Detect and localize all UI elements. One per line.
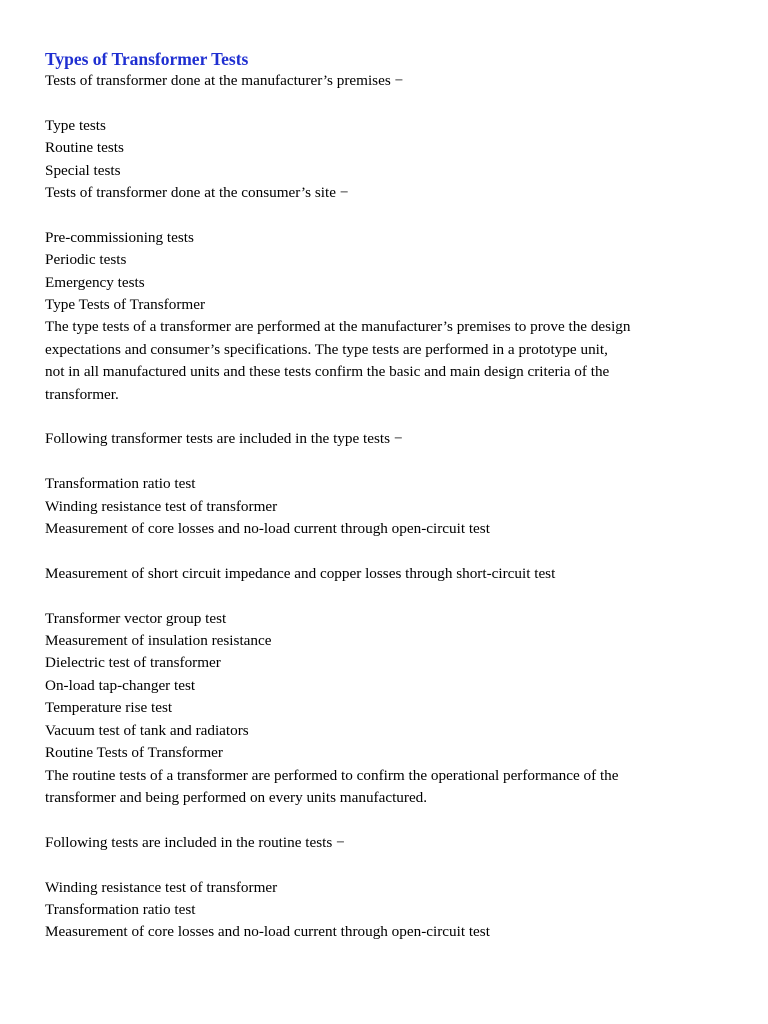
paragraph-line: transformer. bbox=[45, 385, 119, 403]
intro-manufacturer: Tests of transformer done at the manufacturer’s premises − bbox=[45, 72, 404, 89]
spacer bbox=[45, 585, 735, 607]
paragraph-line: The routine tests of a transformer are performed to confirm the operational performance of the bbox=[45, 766, 619, 784]
paragraph-line: transformer and being performed on every units manufactured. bbox=[45, 788, 428, 806]
list-item: Transformer vector group test bbox=[45, 609, 227, 627]
list-item: Vacuum test of tank and radiators bbox=[45, 721, 249, 739]
spacer bbox=[45, 809, 735, 831]
list-item: Transformation ratio test bbox=[45, 475, 196, 493]
paragraph-line: not in all manufactured units and these tests confirm the basic and main design criteria of the bbox=[45, 363, 610, 381]
list-item: Measurement of core losses and no-load current through open-circuit test bbox=[45, 520, 490, 538]
paragraph-line: expectations and consumer’s specifications. The type tests are performed in a prototype unit, bbox=[45, 340, 608, 358]
section-heading-routine-tests: Routine Tests of Transformer bbox=[45, 744, 223, 762]
spacer bbox=[45, 540, 735, 562]
spacer bbox=[45, 854, 735, 876]
list-item: Winding resistance test of transformer bbox=[45, 878, 278, 896]
list-item: Type tests bbox=[45, 116, 106, 134]
list-item: On-load tap-changer test bbox=[45, 676, 196, 694]
list-item: Periodic tests bbox=[45, 251, 127, 269]
list-item: Transformation ratio test bbox=[45, 900, 196, 918]
intro-consumer: Tests of transformer done at the consumer’s site − bbox=[45, 184, 349, 202]
list-item: Measurement of core losses and no-load current through open-circuit test bbox=[45, 923, 490, 941]
routine-tests-intro: Following tests are included in the routine tests − bbox=[45, 833, 345, 851]
list-item: Pre-commissioning tests bbox=[45, 228, 194, 246]
spacer bbox=[45, 92, 735, 114]
list-item: Measurement of insulation resistance bbox=[45, 632, 272, 650]
list-item: Special tests bbox=[45, 161, 121, 179]
spacer bbox=[45, 204, 735, 226]
list-item: Dielectric test of transformer bbox=[45, 654, 221, 672]
list-item: Emergency tests bbox=[45, 273, 145, 291]
document-page bbox=[45, 48, 735, 944]
spacer bbox=[45, 406, 735, 428]
list-item: Temperature rise test bbox=[45, 699, 173, 717]
list-item: Measurement of short circuit impedance and copper losses through short-circuit test bbox=[45, 564, 556, 582]
paragraph-line: The type tests of a transformer are performed at the manufacturer’s premises to prove the design bbox=[45, 318, 631, 336]
type-tests-intro: Following transformer tests are included in the type tests − bbox=[45, 430, 403, 448]
spacer bbox=[45, 451, 735, 473]
document-title: Types of Transformer Tests bbox=[45, 49, 249, 69]
list-item: Winding resistance test of transformer bbox=[45, 497, 278, 515]
list-item: Routine tests bbox=[45, 139, 124, 157]
section-heading-type-tests: Type Tests of Transformer bbox=[45, 296, 206, 314]
